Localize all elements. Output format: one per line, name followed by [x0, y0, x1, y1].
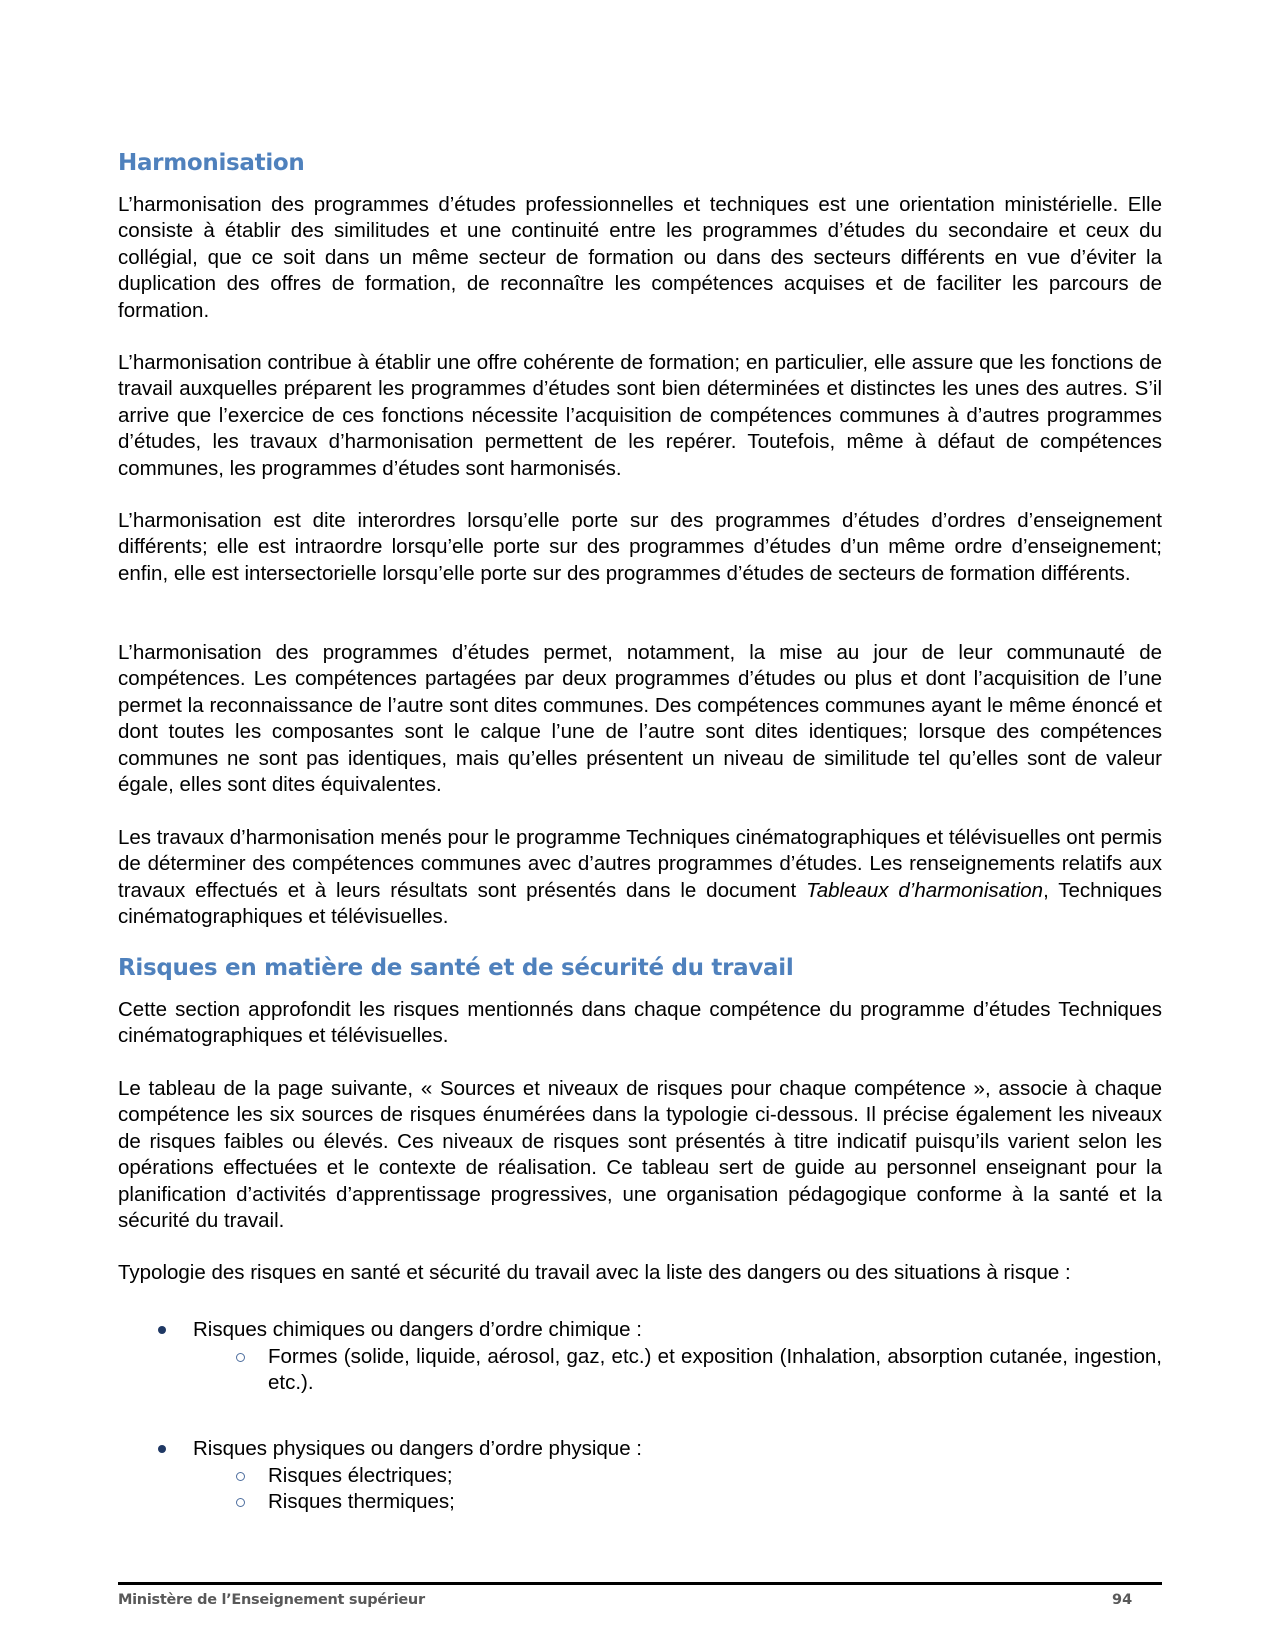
bullet-icon	[158, 1445, 166, 1453]
paragraph-risques-1: Cette section approfondit les risques mentionnés dans chaque compétence du programme d’études Techniques cinématographiques et télévisuelles.	[118, 998, 1162, 1048]
sub-bullet-icon	[236, 1498, 245, 1507]
sub-bullet-icon	[236, 1353, 245, 1362]
paragraph-harmonisation-3: L’harmonisation est dite interordres lorsqu’elle porte sur des programmes d’études d’ordres d’enseignement différents; elle est intraordre lorsqu’elle porte sur des programmes d’études d’un même ordre d’enseignement; enfin, elle est intersectorielle lorsqu’elle porte sur des programmes d’études de secteurs de formation différents.	[118, 509, 1162, 585]
bullet-item-physiques: Risques physiques ou dangers d’ordre physique :	[193, 1437, 642, 1460]
heading-harmonisation: Harmonisation	[118, 150, 305, 176]
sub-bullet-item-electriques: Risques électriques;	[268, 1464, 453, 1487]
sub-bullet-item-formes: Formes (solide, liquide, aérosol, gaz, etc.) et exposition (Inhalation, absorption cutanée, ingestion, etc.).	[268, 1345, 1162, 1395]
paragraph-text: , Techniques cinématographiques et télévisuelles.	[118, 878, 1162, 929]
footer-ministry: Ministère de l’Enseignement supérieur	[118, 1592, 425, 1608]
paragraph-harmonisation-5	[118, 825, 1162, 931]
paragraph-text: Les travaux d’harmonisation menés pour le programme Techniques cinématographiques et télévisuelles ont permis de déterminer des compétences communes avec d’autres programmes d’études. Les renseignements relatifs aux travaux effectués et à leurs résultats sont présentés dans le document	[118, 826, 1162, 902]
footer-divider	[118, 1582, 1162, 1585]
footer-page-number: 94	[1112, 1592, 1133, 1608]
paragraph-risques-3: Typologie des risques en santé et sécurité du travail avec la liste des dangers ou des situations à risque :	[118, 1261, 1071, 1284]
paragraph-harmonisation-1: L’harmonisation des programmes d’études professionnelles et techniques est une orientation ministérielle. Elle consiste à établir des similitudes et une continuité entre les programmes d’études du secondaire et ceux du collégial, que ce soit dans un même secteur de formation ou dans des secteurs différents en vue d’éviter la duplication des offres de formation, de reconnaître les compétences acquises et de faciliter les parcours de formation.	[118, 193, 1162, 322]
paragraph-harmonisation-4: L’harmonisation des programmes d’études permet, notamment, la mise au jour de leur communauté de compétences. Les compétences partagées par deux programmes d’études ou plus et dont l’acquisition de l’une permet la reconnaissance de l’autre sont dites communes. Des compétences communes ayant le même énoncé et dont toutes les composantes sont le calque l’une de l’autre sont dites identiques; lorsque des compétences communes ne sont pas identiques, mais qu’elles présentent un niveau de similitude tel qu’elles sont de valeur égale, elles sont dites équivalentes.	[118, 641, 1162, 797]
sub-bullet-item-thermiques: Risques thermiques;	[268, 1490, 455, 1513]
heading-risques-sst: Risques en matière de santé et de sécurité du travail	[118, 955, 794, 981]
sub-bullet-icon	[236, 1472, 245, 1481]
document-title-italic: Tableaux d’harmonisation	[806, 878, 1044, 902]
bullet-item-chimiques: Risques chimiques ou dangers d’ordre chimique :	[193, 1318, 642, 1341]
bullet-icon	[158, 1326, 166, 1334]
paragraph-harmonisation-2: L’harmonisation contribue à établir une offre cohérente de formation; en particulier, elle assure que les fonctions de travail auxquelles préparent les programmes d’études sont bien déterminées et distinctes les unes des autres. S’il arrive que l’exercice de ces fonctions nécessite l’acquisition de compétences communes à d’autres programmes d’études, les travaux d’harmonisation permettent de les repérer. Toutefois, même à défaut de compétences communes, les programmes d’études sont harmonisés.	[118, 351, 1162, 480]
paragraph-risques-2: Le tableau de la page suivante, « Sources et niveaux de risques pour chaque compétence », associe à chaque compétence les six sources de risques énumérées dans la typologie ci-dessous. Il précise également les niveaux de risques faibles ou élevés. Ces niveaux de risques sont présentés à titre indicatif puisqu’ils varient selon les opérations effectuées et le contexte de réalisation. Ce tableau sert de guide au personnel enseignant pour la planification d’activités d’apprentissage progressives, une organisation pédagogique conforme à la santé et la sécurité du travail.	[118, 1077, 1162, 1233]
